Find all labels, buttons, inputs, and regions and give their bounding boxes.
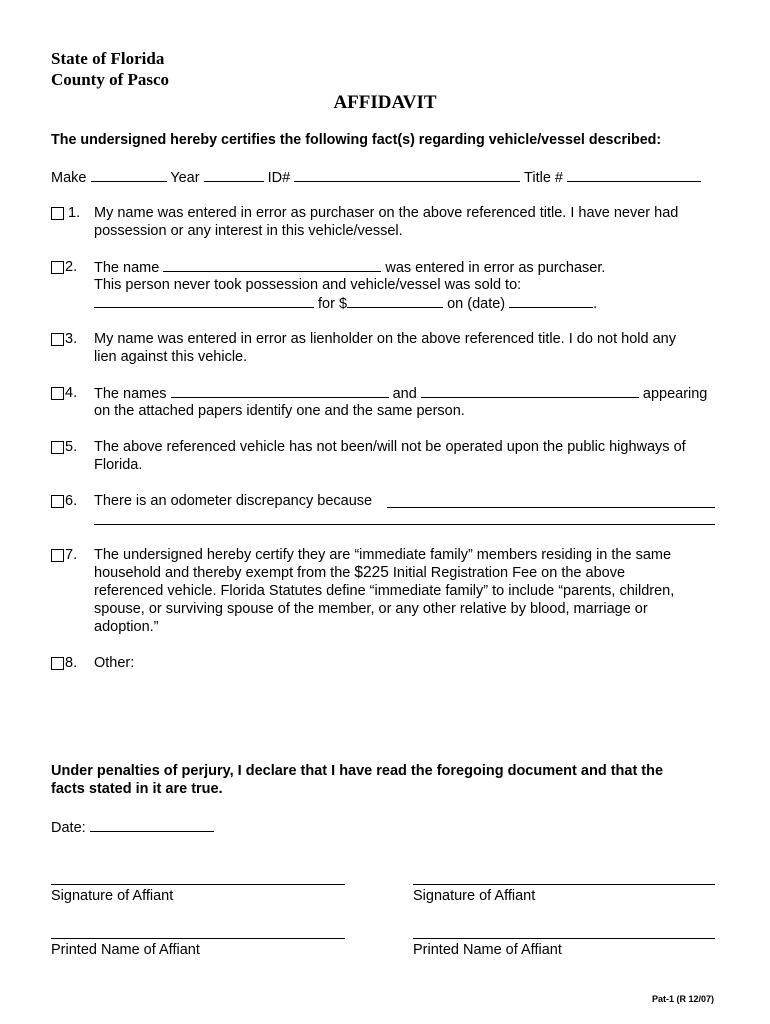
form-number: Pat-1 (R 12/07) <box>651 994 714 1004</box>
printed-name-label-right: Printed Name of Affiant <box>413 942 562 958</box>
item-2-line-3 <box>94 294 597 313</box>
item-4-names-label: The names <box>94 386 167 402</box>
item-6-reason-field[interactable] <box>387 507 715 508</box>
item-3-text-line-2: lien against this vehicle. <box>94 349 248 365</box>
title-number-label: Title # <box>524 170 563 186</box>
item-5-number: 5. <box>65 439 78 455</box>
date-row <box>51 818 214 837</box>
vehicle-fields-row <box>51 168 701 187</box>
item-7-text-line-5: adoption.” <box>94 619 159 635</box>
item-7-exempt-text: household and thereby exempt from the <box>94 565 351 581</box>
perjury-statement-line-2: facts stated in it are true. <box>51 781 223 797</box>
state-label: State of Florida <box>51 49 165 68</box>
item-6-odometer-label: There is an odometer discrepancy because <box>94 493 373 509</box>
item-4-checkbox[interactable] <box>51 387 64 400</box>
make-field[interactable] <box>91 168 167 182</box>
item-3-checkbox[interactable] <box>51 333 64 346</box>
item-1-checkbox[interactable] <box>51 207 64 220</box>
item-6-checkbox[interactable] <box>51 495 64 508</box>
item-5-text-line-2: Florida. <box>94 457 143 473</box>
item-4-first-name-field[interactable] <box>171 384 389 398</box>
year-field[interactable] <box>204 168 264 182</box>
item-7-number: 7. <box>65 547 78 563</box>
item-8-checkbox[interactable] <box>51 657 64 670</box>
printed-name-line-left[interactable] <box>51 938 345 939</box>
item-2-date-field[interactable] <box>509 294 593 308</box>
item-1-text-line-2: possession or any interest in this vehicle/vessel. <box>94 223 403 239</box>
item-7-fee-text: Initial Registration Fee on the above <box>392 565 626 581</box>
signature-label-right: Signature of Affiant <box>413 888 536 904</box>
item-3-number: 3. <box>65 331 78 347</box>
item-7-text-line-1: The undersigned hereby certify they are “immediate family” members residing in the same <box>94 547 672 563</box>
signature-line-right[interactable] <box>413 884 715 885</box>
item-6-reason-field-continued[interactable] <box>94 524 715 525</box>
county-label: County of Pasco <box>51 70 170 89</box>
printed-name-line-right[interactable] <box>413 938 715 939</box>
item-1-text-line-1: My name was entered in error as purchaser on the above referenced title. I have never had <box>94 205 679 221</box>
item-2-price-field[interactable] <box>347 294 443 308</box>
item-8-number: 8. <box>65 655 78 671</box>
item-4-appearing-label: appearing <box>642 386 708 402</box>
item-6-number: 6. <box>65 493 78 509</box>
item-4-second-name-field[interactable] <box>421 384 639 398</box>
perjury-statement-line-1: Under penalties of perjury, I declare that I have read the foregoing document and that the <box>51 763 664 779</box>
date-field[interactable] <box>90 818 214 832</box>
id-label: ID# <box>267 170 291 186</box>
item-8-other-label: Other: <box>94 655 135 671</box>
year-label: Year <box>170 170 200 186</box>
signature-label-left: Signature of Affiant <box>51 888 174 904</box>
item-2-date-label: on (date) <box>447 296 506 312</box>
item-1-number: 1. <box>68 205 81 221</box>
item-5-checkbox[interactable] <box>51 441 64 454</box>
item-7-text-line-2 <box>94 564 715 582</box>
date-label: Date: <box>51 820 86 836</box>
make-label: Make <box>51 170 87 186</box>
item-2-line-2: This person never took possession and vehicle/vessel was sold to: <box>94 277 522 293</box>
item-4-line-2: on the attached papers identify one and the same person. <box>94 403 465 419</box>
item-4-line-1 <box>94 384 707 403</box>
item-7-text-line-4: spouse, or surviving spouse of the member, or any other relative by blood, marriage or <box>94 601 648 617</box>
intro-statement: The undersigned hereby certifies the following fact(s) regarding vehicle/vessel described: <box>51 132 662 148</box>
item-2-entered-text: was entered in error as purchaser. <box>385 260 606 276</box>
item-4-number: 4. <box>65 385 78 401</box>
printed-name-label-left: Printed Name of Affiant <box>51 942 200 958</box>
title-number-field[interactable] <box>567 168 701 182</box>
item-2-period: . <box>593 296 598 312</box>
item-2-name-label: The name <box>94 260 160 276</box>
id-field[interactable] <box>294 168 520 182</box>
item-2-sold-to-field[interactable] <box>94 294 314 308</box>
item-7-text-line-3: referenced vehicle. Florida Statutes define “immediate family” to include “parents, children, <box>94 583 675 599</box>
item-7-fee-amount: $225 <box>354 564 389 581</box>
item-2-number: 2. <box>65 259 78 275</box>
item-7-checkbox[interactable] <box>51 549 64 562</box>
item-2-name-field[interactable] <box>163 258 381 272</box>
item-2-checkbox[interactable] <box>51 261 64 274</box>
signature-line-left[interactable] <box>51 884 345 885</box>
document-title: AFFIDAVIT <box>333 92 437 113</box>
item-2-line-1 <box>94 258 605 277</box>
item-3-text-line-1: My name was entered in error as lienholder on the above referenced title. I do not hold any <box>94 331 676 347</box>
item-4-and-label: and <box>392 386 417 402</box>
item-5-text-line-1: The above referenced vehicle has not been/will not be operated upon the public highways of <box>94 439 686 455</box>
item-2-price-label: for $ <box>318 296 348 312</box>
